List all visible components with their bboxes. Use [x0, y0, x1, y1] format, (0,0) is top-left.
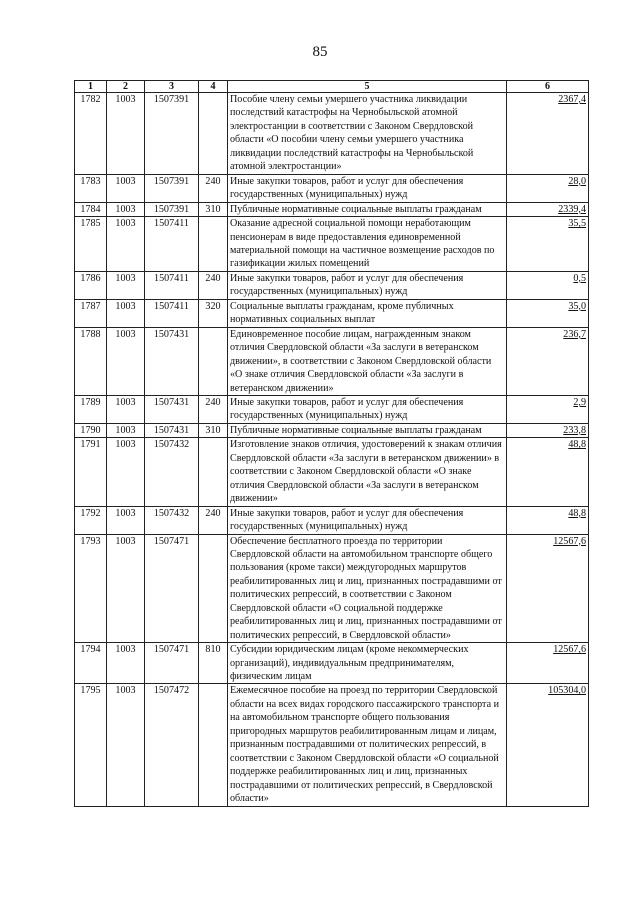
- amount-cell: [507, 299, 589, 327]
- row-number: 1793: [75, 534, 107, 643]
- description: Иные закупки товаров, работ и услуг для обеспечения государственных (муниципальных) нужд: [228, 395, 507, 423]
- expense-type-code: [199, 217, 228, 272]
- table-row: [75, 271, 589, 299]
- header-cell: 2: [107, 81, 145, 93]
- amount-cell: [507, 93, 589, 175]
- amount: 48,8: [568, 507, 586, 519]
- amount: 236,7: [563, 328, 586, 340]
- table-row: [75, 438, 589, 506]
- row-number: 1789: [75, 395, 107, 423]
- amount-cell: [507, 684, 589, 806]
- section-code: 1003: [107, 202, 145, 216]
- target-article-code: 1507391: [145, 202, 199, 216]
- amount: 28,0: [568, 175, 586, 187]
- table-row: [75, 643, 589, 684]
- expense-type-code: [199, 327, 228, 395]
- section-code: 1003: [107, 174, 145, 202]
- amount: 35,5: [568, 218, 586, 230]
- table-row: [75, 93, 589, 175]
- expense-type-code: 810: [199, 643, 228, 684]
- amount: 233,8: [563, 424, 586, 436]
- target-article-code: 1507391: [145, 93, 199, 175]
- amount: 0,5: [573, 272, 586, 284]
- section-code: 1003: [107, 438, 145, 506]
- expense-type-code: 240: [199, 395, 228, 423]
- target-article-code: 1507431: [145, 395, 199, 423]
- expense-type-code: [199, 534, 228, 643]
- table-row: [75, 202, 589, 216]
- target-article-code: 1507472: [145, 684, 199, 806]
- expense-type-code: 240: [199, 271, 228, 299]
- amount-cell: [507, 506, 589, 534]
- page-number: 85: [312, 44, 328, 60]
- section-code: 1003: [107, 506, 145, 534]
- expense-type-code: 240: [199, 506, 228, 534]
- target-article-code: 1507431: [145, 423, 199, 437]
- target-article-code: 1507431: [145, 327, 199, 395]
- amount: 2339,4: [558, 203, 586, 215]
- target-article-code: 1507391: [145, 174, 199, 202]
- amount-cell: [507, 202, 589, 216]
- description: Публичные нормативные социальные выплаты гражданам: [228, 423, 507, 437]
- table-row: [75, 423, 589, 437]
- amount-cell: [507, 174, 589, 202]
- table-row: [75, 217, 589, 272]
- table-row: [75, 684, 589, 806]
- expense-type-code: [199, 438, 228, 506]
- row-number: 1786: [75, 271, 107, 299]
- description: Субсидии юридическим лицам (кроме некоммерческих организаций), индивидуальным предпринимателям, физическим лицам: [228, 643, 507, 684]
- description: Иные закупки товаров, работ и услуг для обеспечения государственных (муниципальных) нужд: [228, 174, 507, 202]
- target-article-code: 1507432: [145, 438, 199, 506]
- header-cell: 3: [145, 81, 199, 93]
- amount: 2,9: [573, 396, 586, 408]
- row-number: 1790: [75, 423, 107, 437]
- description: Пособие члену семьи умершего участника ликвидации последствий катастрофы на Чернобыльской атомной электростанции в соответствии с Законом Свердловской области «О пособии члену семьи умершего участника ликвидации последствий катастрофы на Чернобыльской атомной электростанции»: [228, 93, 507, 175]
- expense-type-code: [199, 93, 228, 175]
- description: Иные закупки товаров, работ и услуг для обеспечения государственных (муниципальных) нужд: [228, 506, 507, 534]
- amount-cell: [507, 438, 589, 506]
- description: Публичные нормативные социальные выплаты гражданам: [228, 202, 507, 216]
- row-number: 1784: [75, 202, 107, 216]
- header-cell: 4: [199, 81, 228, 93]
- section-code: 1003: [107, 327, 145, 395]
- target-article-code: 1507411: [145, 217, 199, 272]
- header-cell: 6: [507, 81, 589, 93]
- amount: 12567,6: [553, 644, 586, 656]
- table-row: [75, 534, 589, 643]
- row-number: 1782: [75, 93, 107, 175]
- description: Оказание адресной социальной помощи неработающим пенсионерам в виде предоставления единовременной материальной помощи на частичное возмещение расходов по газификации жилых помещений: [228, 217, 507, 272]
- target-article-code: 1507432: [145, 506, 199, 534]
- section-code: 1003: [107, 534, 145, 643]
- amount-cell: [507, 217, 589, 272]
- amount: 35,0: [568, 300, 586, 312]
- amount-cell: [507, 423, 589, 437]
- expense-type-code: [199, 684, 228, 806]
- header-cell: 1: [75, 81, 107, 93]
- row-number: 1791: [75, 438, 107, 506]
- table-row: [75, 174, 589, 202]
- section-code: 1003: [107, 395, 145, 423]
- row-number: 1795: [75, 684, 107, 806]
- target-article-code: 1507411: [145, 299, 199, 327]
- expense-type-code: 310: [199, 202, 228, 216]
- budget-table: [74, 80, 589, 807]
- expense-type-code: 240: [199, 174, 228, 202]
- amount-cell: [507, 643, 589, 684]
- section-code: 1003: [107, 423, 145, 437]
- amount: 12567,6: [553, 535, 586, 547]
- row-number: 1794: [75, 643, 107, 684]
- description: Единовременное пособие лицам, награжденным знаком отличия Свердловской области «За заслуги в ветеранском движении», в соответствии с Законом Свердловской области «О знаке отличия Свердловской области «За заслуги в ветеранском движении»: [228, 327, 507, 395]
- description: Ежемесячное пособие на проезд по территории Свердловской области на всех видах городского пассажирского транспорта и на автомобильном транспорте общего пользования пригородных маршрутов реабилитированным лицам и лицам, признанным пострадавшими от политических репрессий, в соответствии с Законом Свердловской области «О социальной поддержке реабилитированных лиц и лиц, признанных пострадавшими от политических репрессий, в Свердловской области»: [228, 684, 507, 806]
- table-row: [75, 299, 589, 327]
- section-code: 1003: [107, 299, 145, 327]
- expense-type-code: 310: [199, 423, 228, 437]
- section-code: 1003: [107, 271, 145, 299]
- row-number: 1787: [75, 299, 107, 327]
- expense-type-code: 320: [199, 299, 228, 327]
- table-row: [75, 506, 589, 534]
- amount-cell: [507, 327, 589, 395]
- description: Иные закупки товаров, работ и услуг для обеспечения государственных (муниципальных) нужд: [228, 271, 507, 299]
- header-cell: 5: [228, 81, 507, 93]
- target-article-code: 1507471: [145, 534, 199, 643]
- section-code: 1003: [107, 684, 145, 806]
- row-number: 1788: [75, 327, 107, 395]
- amount: 2367,4: [558, 94, 586, 105]
- amount: 105304,0: [548, 685, 586, 697]
- row-number: 1792: [75, 506, 107, 534]
- description: Изготовление знаков отличия, удостоверений к знакам отличия Свердловской области «За заслуги в ветеранском движении» в соответствии с Законом Свердловской области «О знаке отличия Свердловской области «За заслуги в ветеранском движении»: [228, 438, 507, 506]
- amount: 48,8: [568, 439, 586, 451]
- table-row: [75, 327, 589, 395]
- target-article-code: 1507471: [145, 643, 199, 684]
- description: Социальные выплаты гражданам, кроме публичных нормативных социальных выплат: [228, 299, 507, 327]
- target-article-code: 1507411: [145, 271, 199, 299]
- row-number: 1785: [75, 217, 107, 272]
- table-row: [75, 395, 589, 423]
- header-row: [75, 81, 589, 93]
- section-code: 1003: [107, 643, 145, 684]
- amount-cell: [507, 271, 589, 299]
- section-code: 1003: [107, 217, 145, 272]
- amount-cell: [507, 395, 589, 423]
- row-number: 1783: [75, 174, 107, 202]
- amount-cell: [507, 534, 589, 643]
- description: Обеспечение бесплатного проезда по территории Свердловской области на автомобильном транспорте общего пользования (кроме такси) междугородных маршрутов реабилитированных лиц и лиц, признанных пострадавшими от политических репрессий, в соответствии с Законом Свердловской области «О социальной поддержке реабилитированных лиц и лиц, признанных пострадавшими от политических репрессий, в Свердловской области»: [228, 534, 507, 643]
- section-code: 1003: [107, 93, 145, 175]
